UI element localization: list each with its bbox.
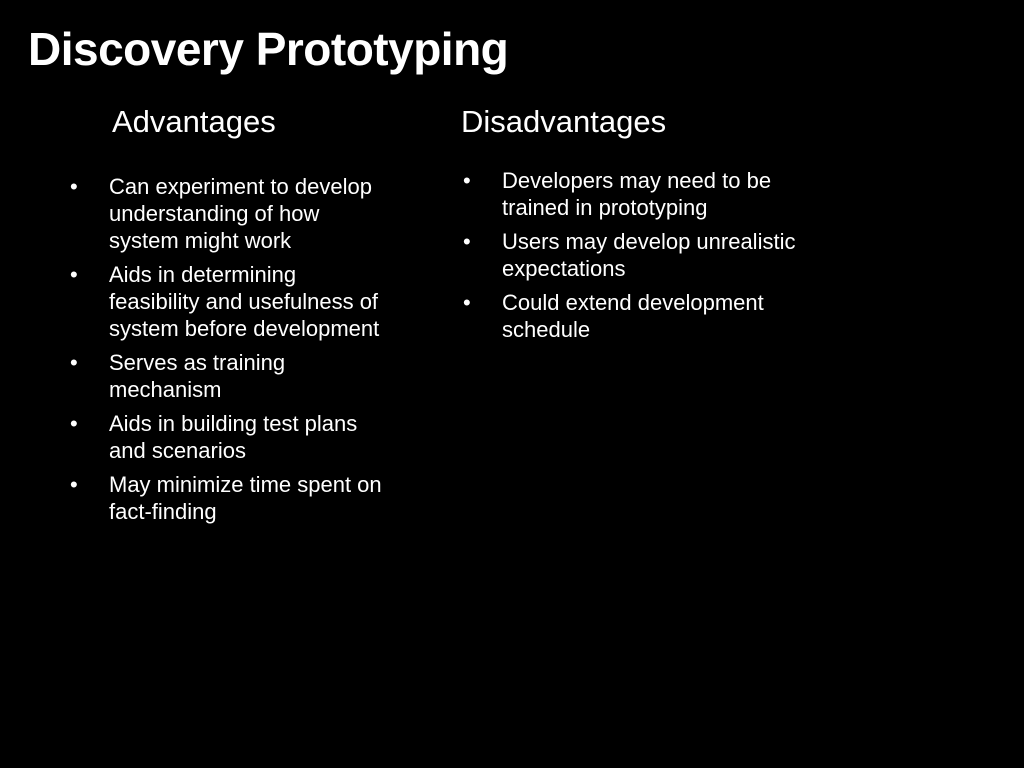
slide-title: Discovery Prototyping — [28, 23, 509, 75]
advantages-list — [70, 173, 390, 532]
bullet-icon: • — [70, 411, 78, 436]
list-item — [70, 471, 390, 525]
advantages-heading: Advantages — [112, 104, 276, 139]
list-item — [70, 173, 390, 254]
bullet-icon: • — [463, 290, 471, 315]
advantage-text: Serves as training mechanism — [109, 350, 286, 402]
list-item — [463, 167, 813, 221]
advantage-text: Aids in determining feasibility and usefulness of system before development — [109, 262, 380, 341]
bullet-icon: • — [463, 229, 471, 254]
bullet-icon: • — [70, 472, 78, 497]
list-item — [463, 289, 813, 343]
bullet-icon: • — [70, 262, 78, 287]
disadvantages-list — [463, 167, 813, 350]
list-item — [70, 349, 390, 403]
bullet-icon: • — [463, 168, 471, 193]
disadvantage-text: Developers may need to be trained in prototyping — [502, 168, 772, 220]
list-item — [70, 410, 390, 464]
disadvantage-text: Users may develop unrealistic expectations — [502, 229, 796, 281]
advantage-text: May minimize time spent on fact-finding — [109, 472, 382, 524]
advantage-text: Aids in building test plans and scenarios — [109, 411, 358, 463]
list-item — [463, 228, 813, 282]
list-item — [70, 261, 390, 342]
bullet-icon: • — [70, 350, 78, 375]
bullet-icon: • — [70, 174, 78, 199]
advantage-text: Can experiment to develop understanding of how system might work — [109, 174, 372, 253]
disadvantage-text: Could extend development schedule — [502, 290, 764, 342]
disadvantages-heading: Disadvantages — [461, 104, 667, 139]
